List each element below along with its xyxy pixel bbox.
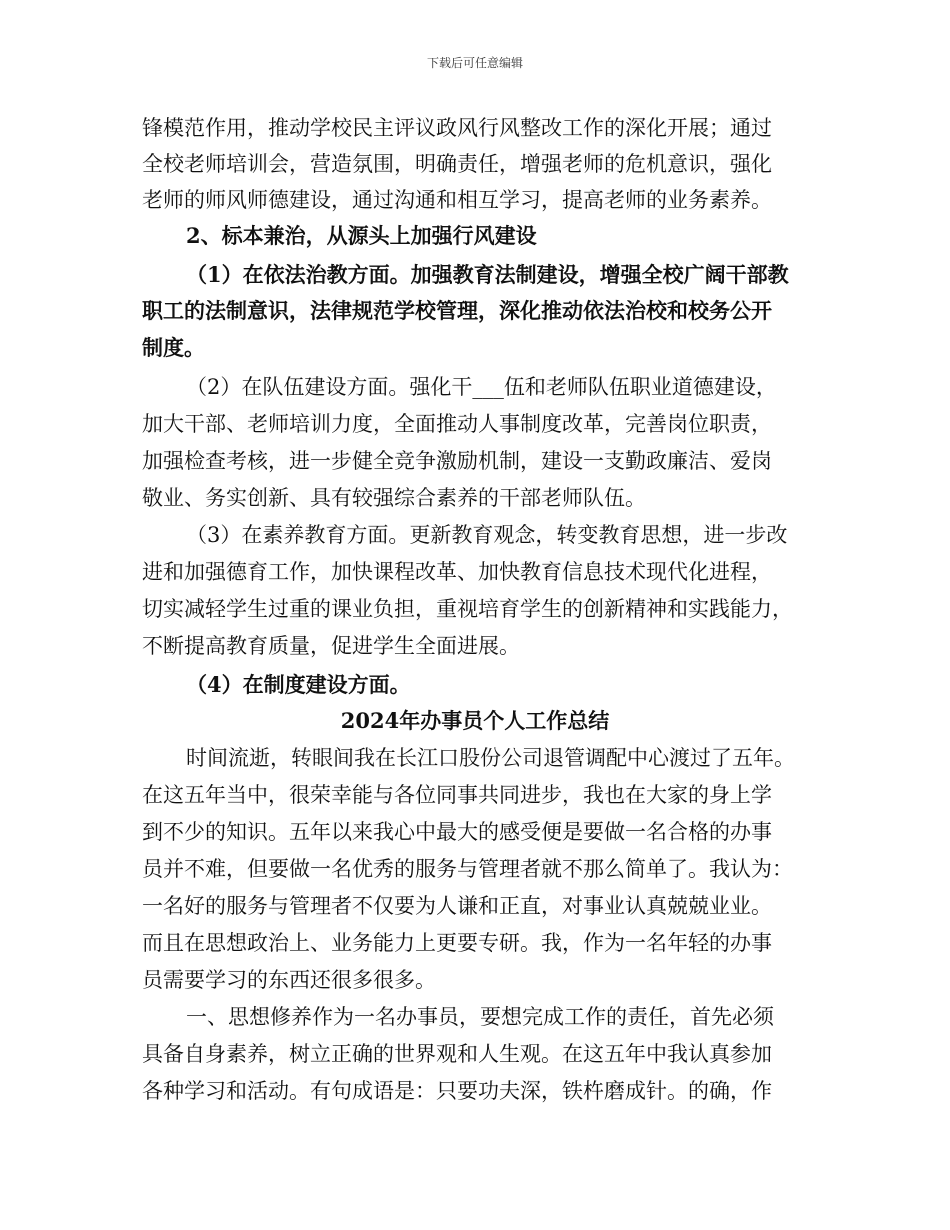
body-line-bold: 制度。 bbox=[142, 335, 205, 360]
body-line: 具备自身素养，树立正确的世界观和人生观。在这五年中我认真参加 bbox=[142, 1042, 772, 1066]
body-line: 到不少的知识。五年以来我心中最大的感受便是要做一名合格的办事 bbox=[142, 820, 772, 844]
body-line: 加强检查考核，进一步健全竞争激励机制，建设一支勤政廉洁、爱岗 bbox=[142, 449, 772, 473]
body-line: （3）在素养教育方面。更新教育观念，转变教育思想，进一步改 bbox=[186, 523, 788, 547]
body-line-bold: 职工的法制意识，法律规范学校管理，深化推动依法治校和校务公开 bbox=[142, 298, 772, 323]
body-line: 加大干部、老师培训力度，全面推动人事制度改革，完善岗位职责， bbox=[142, 412, 772, 436]
body-line: 老师的师风师德建设，通过沟通和相互学习，提高老师的业务素养。 bbox=[142, 188, 772, 212]
body-line: 全校老师培训会，营造氛围，明确责任，增强老师的危机意识，强化 bbox=[142, 152, 772, 176]
body-line: 员需要学习的东西还很多很多。 bbox=[142, 968, 436, 992]
body-line: 一名好的服务与管理者不仅要为人谦和正直，对事业认真兢兢业业。 bbox=[142, 894, 772, 918]
body-line: 员并不难，但要做一名优秀的服务与管理者就不那么简单了。我认为： bbox=[142, 857, 793, 881]
body-line: 进和加强德育工作，加快课程改革、加快教育信息技术现代化进程， bbox=[142, 560, 772, 584]
document-title: 2024年办事员个人工作总结 bbox=[340, 708, 610, 733]
body-line: 在这五年当中，很荣幸能与各位同事共同进步，我也在大家的身上学 bbox=[142, 783, 772, 807]
body-line: 锋模范作用，推动学校民主评议政风行风整改工作的深化开展；通过 bbox=[142, 116, 772, 140]
section-heading: 2、标本兼治，从源头上加强行风建设 bbox=[186, 223, 537, 248]
body-line: （2）在队伍建设方面。强化干___伍和老师队伍职业道德建设， bbox=[186, 375, 777, 399]
body-line: 敬业、务实创新、具有较强综合素养的干部老师队伍。 bbox=[142, 486, 646, 510]
section-heading: （4）在制度建设方面。 bbox=[186, 672, 411, 697]
body-line-bold: （1）在依法治教方面。加强教育法制建设，增强全校广阔干部教 bbox=[186, 262, 789, 287]
body-line: 各种学习和活动。有句成语是：只要功夫深，铁杵磨成针。的确，作 bbox=[142, 1079, 772, 1103]
page-header: 下载后可任意编辑 bbox=[426, 56, 523, 70]
body-line: 一、思想修养作为一名办事员，要想完成工作的责任，首先必须 bbox=[186, 1005, 774, 1029]
body-line: 切实减轻学生过重的课业负担，重视培育学生的创新精神和实践能力， bbox=[142, 597, 793, 621]
body-line: 时间流逝，转眼间我在长江口股份公司退管调配中心渡过了五年。 bbox=[186, 746, 795, 770]
body-line: 而且在思想政治上、业务能力上更要专研。我，作为一名年轻的办事 bbox=[142, 931, 772, 955]
body-line: 不断提高教育质量，促进学生全面进展。 bbox=[142, 634, 520, 658]
